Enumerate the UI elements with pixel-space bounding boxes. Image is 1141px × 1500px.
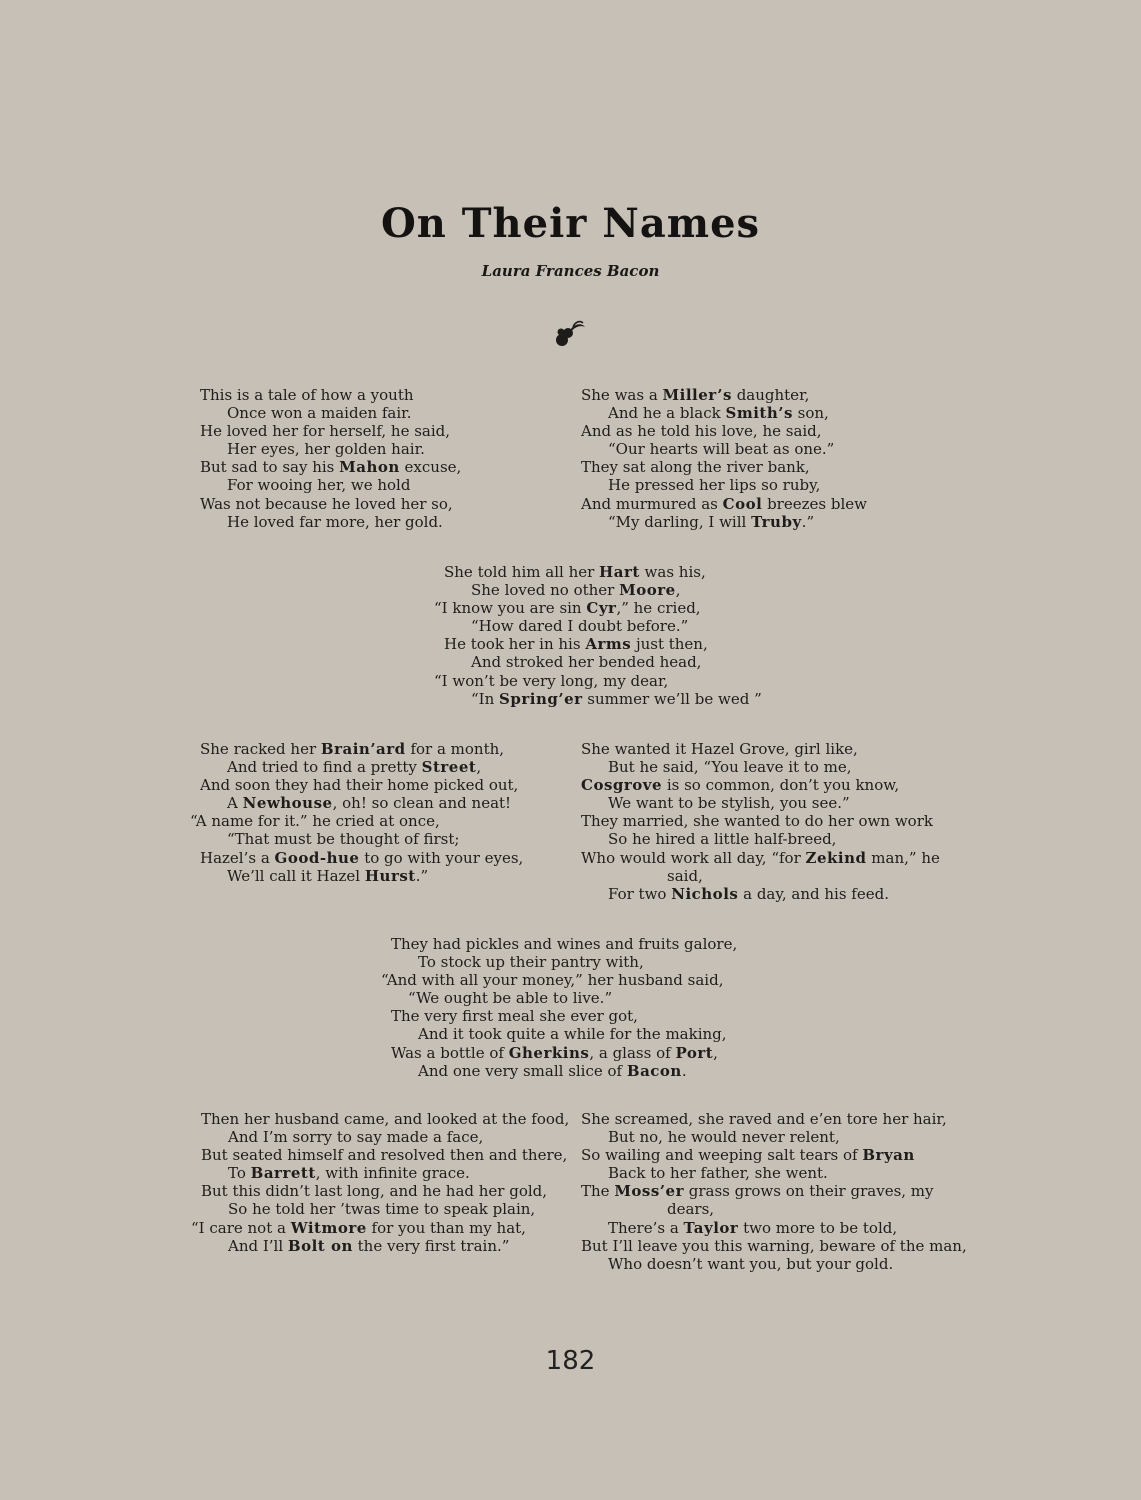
- line-text: a day, and his feed.: [738, 884, 889, 903]
- poem-line: [201, 1237, 569, 1255]
- line-text: To: [228, 1164, 251, 1183]
- poem-line: [200, 794, 523, 812]
- line-text: grass grows on their graves, my: [683, 1182, 934, 1201]
- poem-line: They married, she wanted to do her own work: [581, 812, 933, 831]
- line-text: And I’ll: [228, 1236, 288, 1255]
- poem-line: [581, 1219, 967, 1237]
- line-text: ,: [476, 758, 482, 777]
- poem-line: “Our hearts will beat as one.”: [608, 440, 835, 459]
- line-text: So wailing and weeping salt tears of: [581, 1146, 863, 1165]
- poem-line: [200, 740, 523, 758]
- stanza-5: [581, 740, 940, 903]
- poem-line: Back to her father, she went.: [608, 1164, 828, 1183]
- surname: Bolt on: [287, 1236, 353, 1255]
- line-text: breezes blew: [762, 494, 867, 513]
- surname: Cosgrove: [581, 776, 663, 795]
- poem-line: Who doesn’t want you, but your gold.: [608, 1254, 894, 1273]
- stanza-6: [381, 935, 738, 1080]
- stanza-8: [581, 1110, 967, 1273]
- line-text: ,: [713, 1043, 718, 1062]
- poem-line: [581, 1182, 967, 1200]
- poem-title: On Their Names: [380, 200, 761, 247]
- line-text: A: [227, 794, 243, 813]
- line-text: was his,: [639, 563, 706, 581]
- poem-line: [581, 495, 867, 513]
- surname: Gherkins: [508, 1043, 590, 1062]
- line-text: Who would work all day, “for: [581, 848, 806, 867]
- line-text: to go with your eyes,: [359, 848, 524, 867]
- poem-line: [581, 1146, 967, 1164]
- surname: Mahon: [339, 458, 400, 477]
- poem-line: “How dared I doubt before.”: [471, 617, 689, 636]
- poem-line: “That must be thought of first;: [227, 830, 460, 849]
- line-text: She was a: [581, 386, 663, 404]
- poem-line: [581, 404, 867, 422]
- line-text: ,” he cried,: [616, 599, 701, 618]
- poem-line: They sat along the river bank,: [581, 458, 810, 477]
- poem-line: He loved her for herself, he said,: [200, 422, 451, 441]
- surname: Nichols: [671, 884, 739, 903]
- poem-line: But he said, “You leave it to me,: [608, 758, 852, 777]
- poem-line: [200, 458, 461, 476]
- poem-line: [200, 758, 523, 776]
- line-text: Hazel’s a: [200, 848, 275, 867]
- line-text: She loved no other: [471, 581, 620, 600]
- line-text: There’s a: [608, 1218, 684, 1237]
- line-text: excuse,: [399, 458, 462, 477]
- poem-line: And it took quite a while for the making,: [418, 1025, 727, 1044]
- poem-line: She screamed, she raved and e’en tore her hair,: [581, 1110, 947, 1128]
- poem-line: [581, 849, 940, 867]
- line-text: just then,: [631, 635, 708, 654]
- line-text: “I care not a: [191, 1218, 291, 1237]
- line-text: Was a bottle of: [391, 1043, 509, 1062]
- poem-line: [200, 867, 523, 885]
- poem-line: And I’m sorry to say made a face,: [228, 1128, 484, 1147]
- surname: Bryan: [862, 1146, 915, 1165]
- poem-line: But seated himself and resolved then and there,: [201, 1146, 568, 1165]
- surname: Brain’ard: [320, 740, 406, 758]
- poem-line: He pressed her lips so ruby,: [608, 476, 821, 495]
- poem-line: To stock up their pantry with,: [418, 953, 644, 972]
- line-text: is so common, don’t you know,: [662, 776, 900, 795]
- poem-line: For wooing her, we hold: [227, 476, 411, 495]
- poem-line: Her eyes, her golden hair.: [227, 440, 425, 459]
- page-number: 182: [545, 1346, 596, 1376]
- surname: Bacon: [626, 1061, 682, 1080]
- line-text: , a glass of: [589, 1043, 676, 1062]
- poem-line: said,: [667, 866, 703, 885]
- line-text: He took her in his: [444, 635, 586, 654]
- line-text: daughter,: [731, 386, 810, 404]
- stanza-3: [434, 563, 762, 708]
- poem-line: [201, 1164, 569, 1182]
- line-text: And murmured as: [581, 494, 723, 513]
- surname: Newhouse: [242, 794, 333, 813]
- surname: Port: [675, 1043, 714, 1062]
- poem-line: “We ought be able to live.”: [408, 989, 613, 1008]
- poem-line: [191, 1219, 569, 1237]
- poem-author: Laura Frances Bacon: [481, 262, 660, 280]
- line-text: “My darling, I will: [608, 512, 752, 531]
- line-text: ,: [675, 581, 681, 600]
- poem-line: Once won a maiden fair.: [227, 404, 412, 423]
- poem-line: [444, 563, 762, 581]
- stanza-2: [581, 386, 867, 531]
- poem-line: [444, 690, 762, 708]
- poem-line: “A name for it.” he cried at once,: [190, 812, 440, 831]
- poem-line: [581, 776, 940, 794]
- poem-line: dears,: [667, 1200, 715, 1219]
- surname: Moore: [619, 581, 676, 600]
- poem-line: “I won’t be very long, my dear,: [434, 671, 669, 690]
- poem-line: And soon they had their home picked out,: [200, 776, 519, 795]
- surname: Miller’s: [662, 386, 732, 404]
- line-text: She racked her: [200, 740, 321, 758]
- surname: Arms: [585, 635, 632, 654]
- poem-line: The very first meal she ever got,: [391, 1007, 638, 1026]
- line-text: for you than my hat,: [366, 1218, 526, 1237]
- surname: Moss’er: [614, 1182, 684, 1201]
- line-text: summer we’ll be wed ”: [582, 689, 762, 708]
- line-text: .: [681, 1061, 687, 1080]
- surname: Barrett: [250, 1164, 316, 1183]
- surname: Spring’er: [499, 689, 583, 708]
- poem-line: [581, 386, 867, 404]
- poem-line: We want to be stylish, you see.”: [608, 794, 850, 813]
- poem-line: But I’ll leave you this warning, beware of the man,: [581, 1236, 967, 1255]
- poem-line: So he told her ’twas time to speak plain,: [228, 1200, 536, 1219]
- poem-line: [581, 513, 867, 531]
- poem-line: [581, 885, 940, 903]
- line-text: And he a black: [608, 404, 726, 423]
- surname: Truby: [751, 512, 802, 531]
- line-text: for a month,: [405, 740, 505, 758]
- stanza-7: [191, 1110, 570, 1255]
- surname: Witmore: [290, 1218, 367, 1237]
- line-text: two more to be told,: [738, 1218, 898, 1237]
- line-text: son,: [792, 404, 829, 423]
- poem-line: [391, 1062, 737, 1080]
- surname: Zekind: [805, 848, 867, 867]
- surname: Taylor: [683, 1218, 739, 1237]
- poem-line: “And with all your money,” her husband said,: [381, 971, 724, 990]
- line-text: .”: [415, 866, 429, 885]
- surname: Hurst: [364, 866, 416, 885]
- line-text: “In: [471, 689, 500, 708]
- line-text: For two: [608, 884, 672, 903]
- line-text: , oh! so clean and neat!: [332, 794, 512, 813]
- stanza-1: [200, 386, 461, 531]
- poem-line: This is a tale of how a youth: [200, 386, 414, 404]
- line-text: And tried to find a pretty: [227, 758, 422, 777]
- surname: Hart: [599, 563, 640, 581]
- poem-line: Then her husband came, and looked at the food,: [201, 1110, 570, 1128]
- poem-line: She wanted it Hazel Grove, girl like,: [581, 740, 858, 758]
- line-text: “I know you are sin: [434, 599, 587, 618]
- line-text: , with infinite grace.: [315, 1164, 470, 1183]
- line-text: man,” he: [866, 848, 940, 867]
- poem-line: But no, he would never relent,: [608, 1128, 840, 1147]
- poem-line: [444, 635, 762, 653]
- poem-line: They had pickles and wines and fruits galore,: [391, 935, 738, 953]
- surname: Cool: [722, 494, 763, 513]
- line-text: .”: [801, 512, 815, 531]
- poem-line: But this didn’t last long, and he had her gold,: [201, 1182, 548, 1201]
- clover-ornament-icon: [553, 318, 589, 350]
- poem-line: [391, 1044, 737, 1062]
- poem-line: And as he told his love, he said,: [581, 422, 822, 441]
- surname: Cyr: [586, 599, 617, 618]
- line-text: The: [581, 1182, 615, 1201]
- line-text: And one very small slice of: [418, 1061, 627, 1080]
- surname: Good-hue: [274, 848, 360, 867]
- poem-line: Was not because he loved her so,: [200, 494, 453, 513]
- poem-line: [444, 581, 762, 599]
- line-text: She told him all her: [444, 563, 600, 581]
- poem-line: [434, 599, 762, 617]
- surname: Street: [421, 758, 477, 777]
- line-text: the very first train.”: [352, 1236, 510, 1255]
- line-text: We’ll call it Hazel: [227, 866, 365, 885]
- surname: Smith’s: [725, 404, 793, 423]
- poem-line: [200, 849, 523, 867]
- poem-line: And stroked her bended head,: [471, 653, 702, 672]
- line-text: But sad to say his: [200, 458, 335, 477]
- poem-line: So he hired a little half-breed,: [608, 830, 837, 849]
- stanza-4: [190, 740, 524, 885]
- poem-line: He loved far more, her gold.: [227, 512, 443, 531]
